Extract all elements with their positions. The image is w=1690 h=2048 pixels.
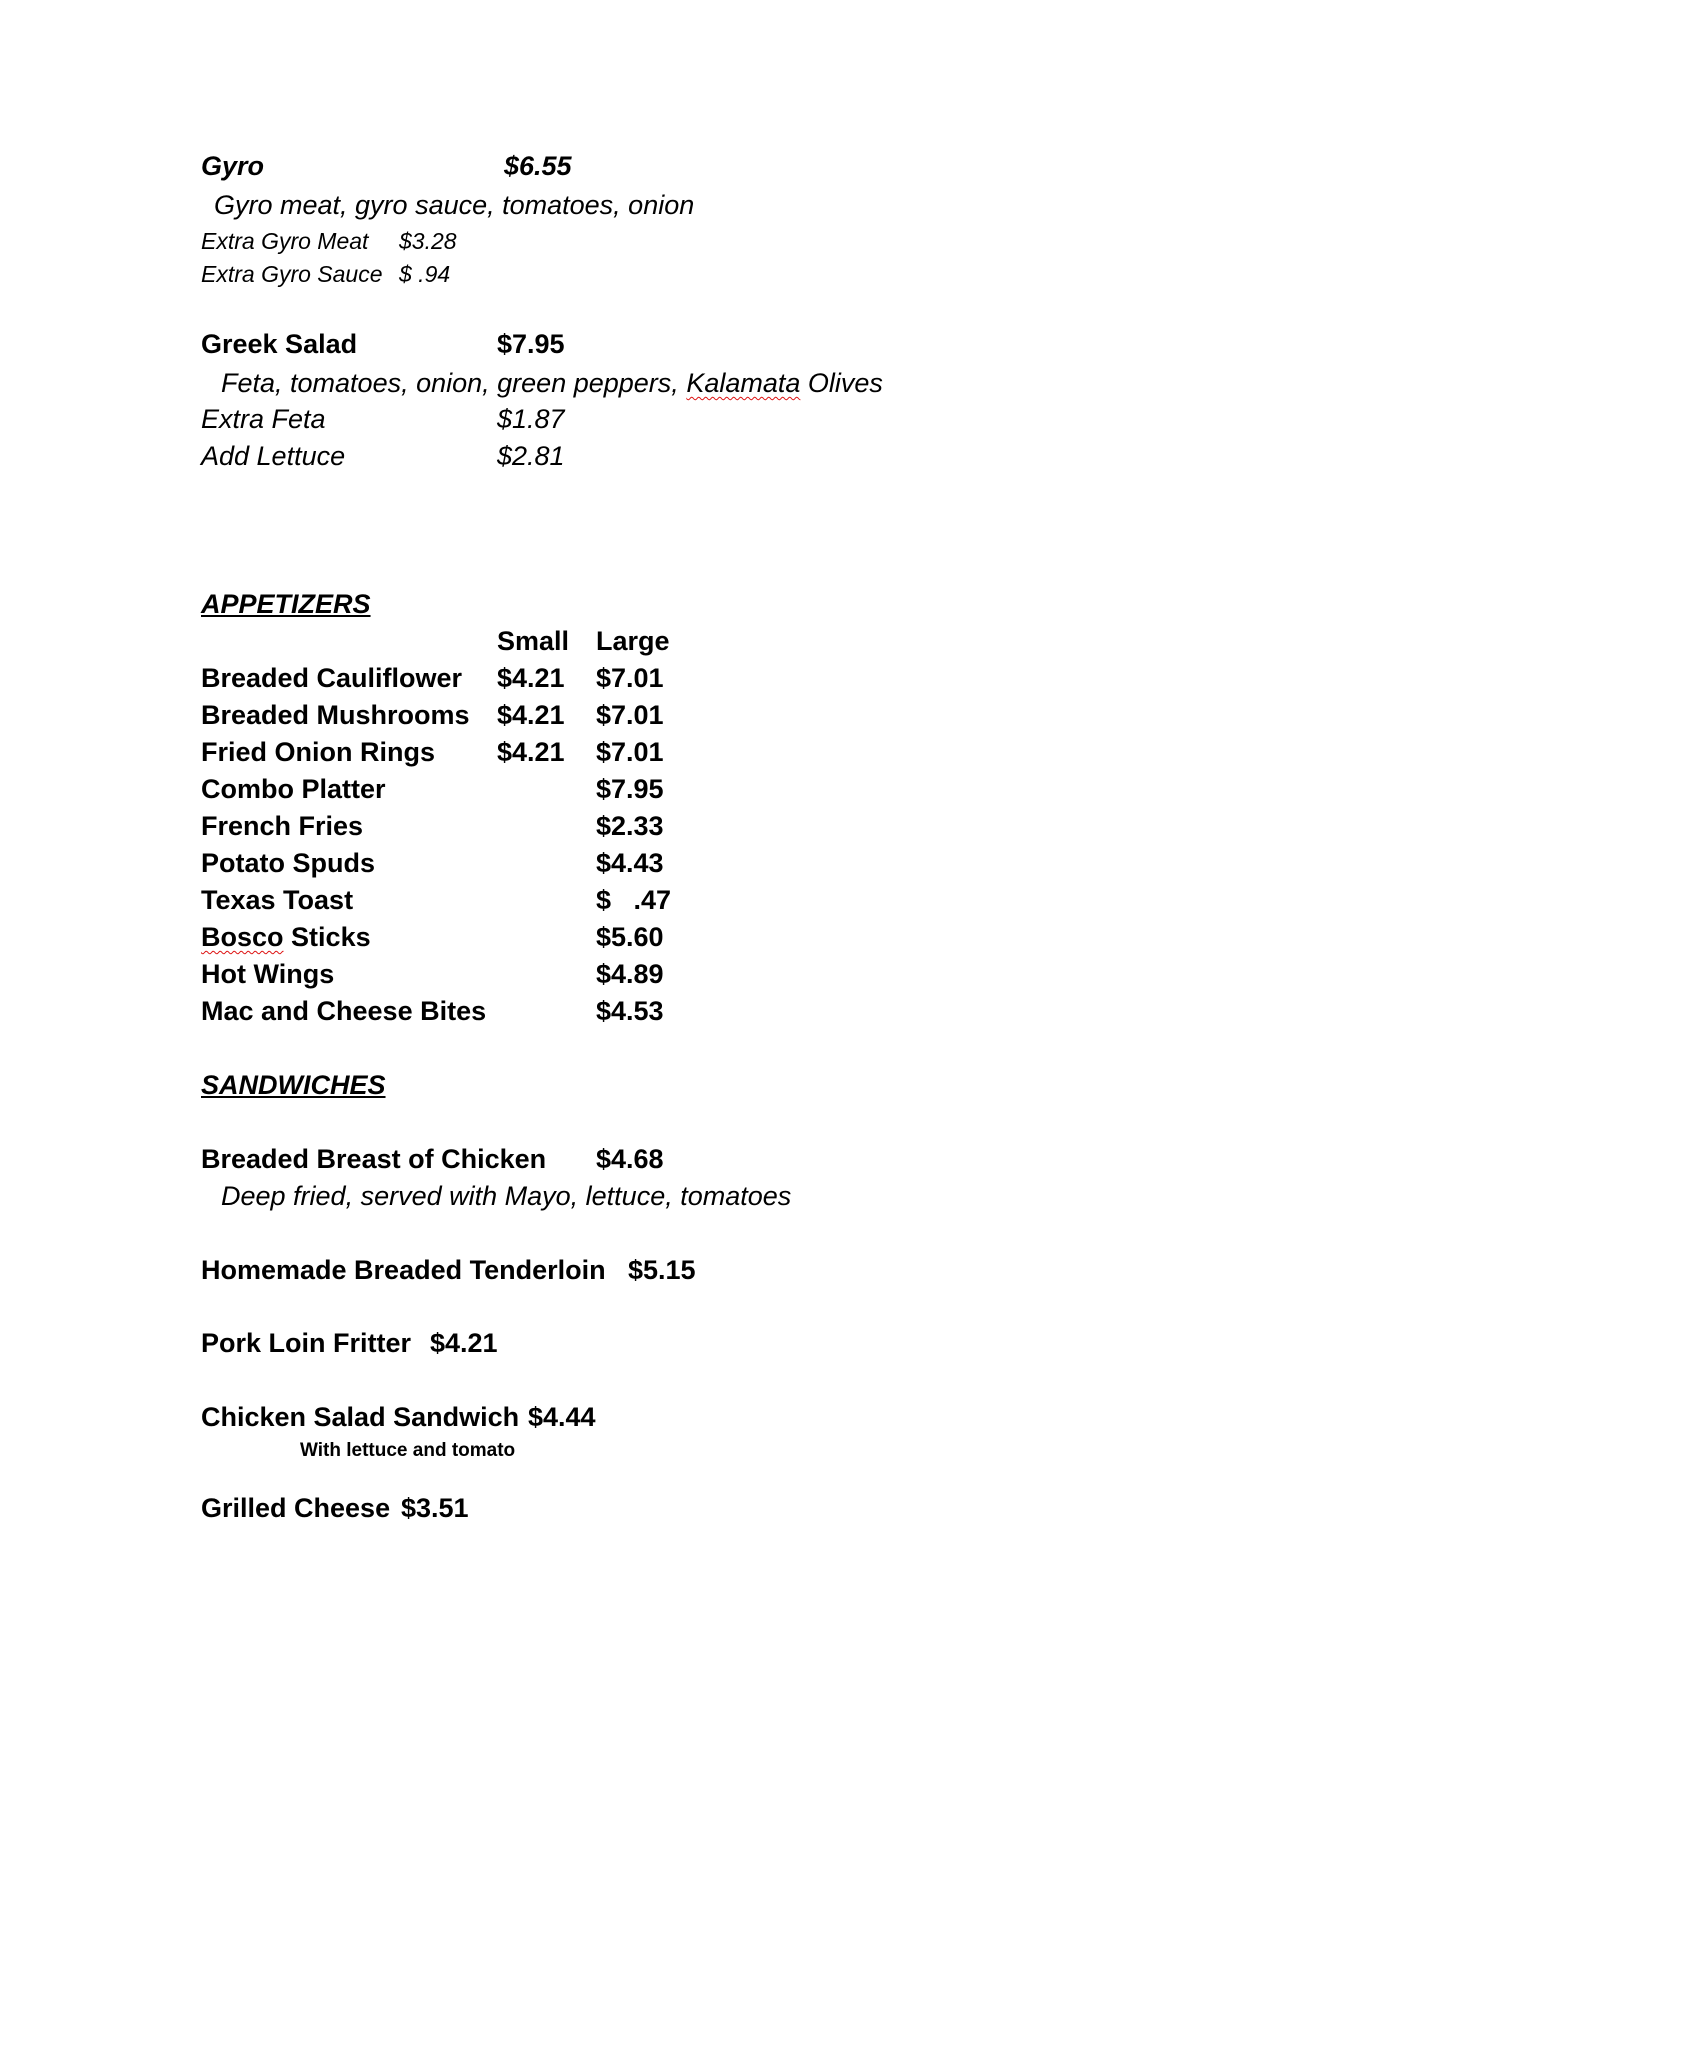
gyro-extra-meat-price: $3.28 — [399, 228, 457, 254]
appetizer-small-price: $4.21 — [497, 700, 565, 730]
appetizer-small-price: $4.21 — [497, 737, 565, 767]
appetizer-large-price: $7.95 — [596, 774, 664, 804]
gyro-extra-meat-label: Extra Gyro Meat — [201, 228, 369, 254]
sandwich-name: Grilled Cheese — [201, 1493, 391, 1523]
greek-salad-add-lettuce-price: $2.81 — [497, 441, 565, 471]
gyro-price: $6.55 — [504, 151, 572, 181]
appetizer-name: Hot Wings — [201, 959, 335, 989]
greek-salad-add-lettuce-label: Add Lettuce — [201, 441, 346, 471]
appetizers-column-large: Large — [596, 626, 670, 656]
gyro-description: Gyro meat, gyro sauce, tomatoes, onion — [214, 190, 695, 220]
sandwich-name: Pork Loin Fritter — [201, 1328, 412, 1358]
sandwich-price: $4.21 — [430, 1328, 498, 1358]
appetizer-name: Breaded Cauliflower — [201, 663, 463, 693]
appetizer-large-price: $4.53 — [596, 996, 664, 1026]
gyro-name: Gyro — [201, 151, 265, 181]
greek-salad-description-flagged-word: Kalamata — [686, 368, 801, 398]
appetizer-name: Potato Spuds — [201, 848, 375, 878]
appetizer-large-price: $4.43 — [596, 848, 664, 878]
sandwiches-heading: SANDWICHES — [201, 1070, 386, 1100]
greek-salad-extra-feta-label: Extra Feta — [201, 404, 326, 434]
appetizers-heading: APPETIZERS — [201, 589, 371, 619]
appetizer-name: Combo Platter — [201, 774, 386, 804]
greek-salad-description-end: Olives — [807, 368, 883, 398]
appetizer-name-flagged-word: Bosco — [201, 922, 284, 952]
sandwich-name: Breaded Breast of Chicken — [201, 1144, 547, 1174]
sandwich-name: Homemade Breaded Tenderloin — [201, 1255, 606, 1285]
appetizer-large-price: $7.01 — [596, 700, 664, 730]
appetizer-large-price: $7.01 — [596, 663, 664, 693]
appetizer-large-price: $7.01 — [596, 737, 664, 767]
gyro-extra-sauce-price: $ .94 — [399, 261, 451, 287]
greek-salad-name: Greek Salad — [201, 329, 358, 359]
gyro-extra-sauce-label: Extra Gyro Sauce — [201, 261, 383, 287]
appetizer-name: Breaded Mushrooms — [201, 700, 470, 730]
sandwich-price: $4.44 — [528, 1402, 596, 1432]
greek-salad-extra-feta-price: $1.87 — [497, 404, 565, 434]
greek-salad-description — [221, 367, 883, 399]
appetizer-large-price: $2.33 — [596, 811, 664, 841]
appetizers-column-small: Small — [497, 626, 570, 656]
appetizer-large-price: $ .47 — [596, 885, 672, 915]
appetizer-name-rest: Sticks — [291, 922, 371, 952]
appetizer-name: Texas Toast — [201, 885, 354, 915]
appetizer-small-price: $4.21 — [497, 663, 565, 693]
sandwich-price: $5.15 — [628, 1255, 696, 1285]
appetizer-name — [201, 921, 371, 953]
appetizer-name: Mac and Cheese Bites — [201, 996, 487, 1026]
appetizer-large-price: $5.60 — [596, 922, 664, 952]
greek-salad-price: $7.95 — [497, 329, 565, 359]
greek-salad-description-start: Feta, tomatoes, onion, green peppers, — [221, 368, 679, 398]
appetizer-name: French Fries — [201, 811, 364, 841]
sandwich-price: $4.68 — [596, 1144, 664, 1174]
appetizer-name: Fried Onion Rings — [201, 737, 435, 767]
sandwich-name: Chicken Salad Sandwich — [201, 1402, 520, 1432]
appetizer-large-price: $4.89 — [596, 959, 664, 989]
sandwich-description: Deep fried, served with Mayo, lettuce, tomatoes — [221, 1181, 792, 1211]
sandwich-price: $3.51 — [401, 1493, 469, 1523]
sandwich-note: With lettuce and tomato — [300, 1440, 516, 1461]
